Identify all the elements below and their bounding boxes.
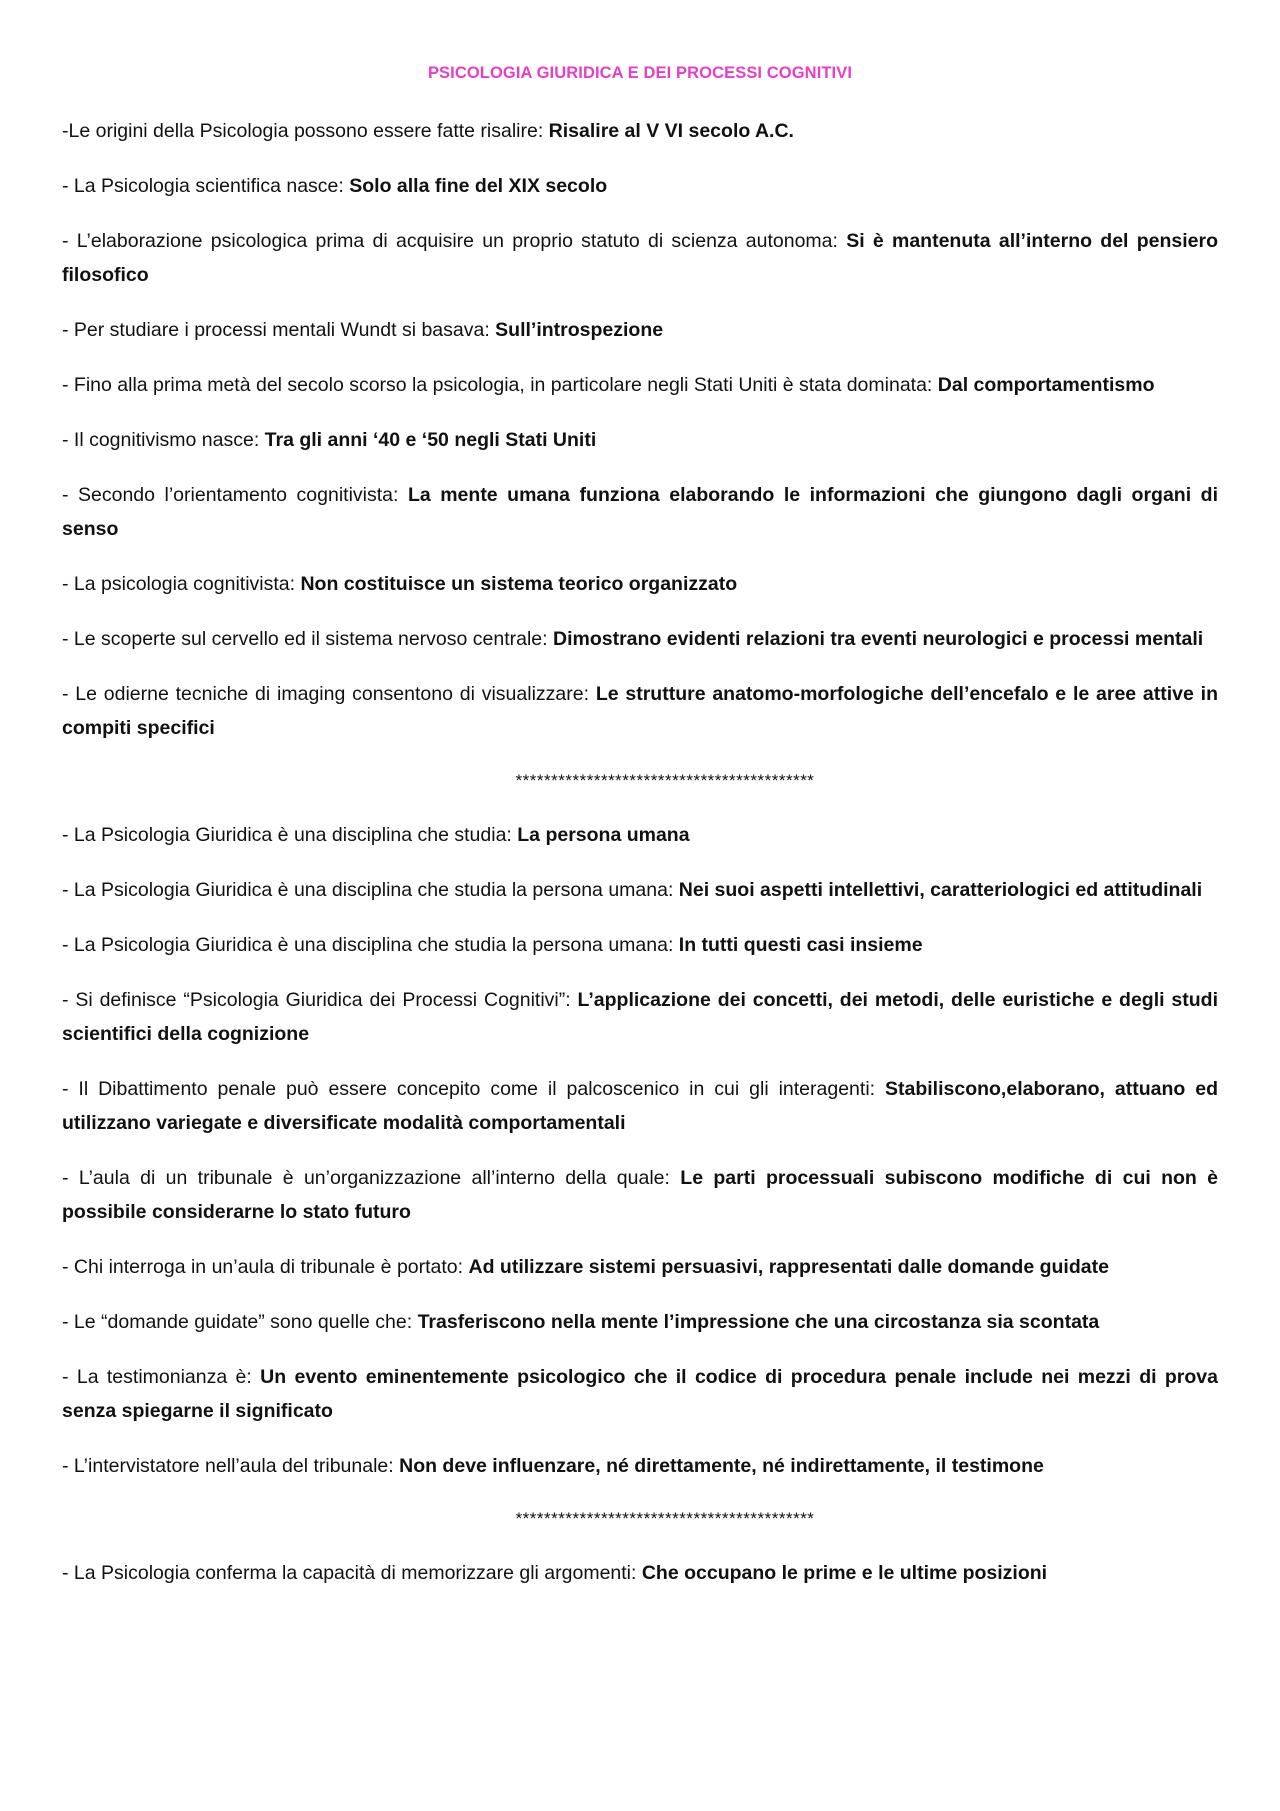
question-text: - Le scoperte sul cervello ed il sistema nervoso centrale: [62,628,553,650]
section-separator: ****************************************** [515,1509,815,1528]
qa-item [62,1072,1218,1140]
qa-item [62,1360,1218,1428]
answer-text: La mente umana funziona elaborando le informazioni che giungono dagli organi di senso [62,484,1218,540]
question-text: - La psicologia cognitivista: [62,573,301,595]
question-text: - Per studiare i processi mentali Wundt si basava: [62,319,496,341]
qa-item [62,224,1218,292]
qa-item [62,169,1218,203]
qa-item [62,1250,1218,1284]
answer-text: In tutti questi casi insieme [678,934,923,956]
question-text: - Il Dibattimento penale può essere concepito come il palcoscenico in cui gli interagenti: [62,1078,885,1100]
answer-text: Solo alla fine del XIX secolo [349,175,608,197]
qa-item [62,928,1218,962]
answer-text: Sull’introspezione [495,319,664,341]
question-text: - L’aula di un tribunale è un’organizzazione all’interno della quale: [62,1167,681,1189]
answer-text: Ad utilizzare sistemi persuasivi, rappresentati dalle domande guidate [468,1256,1109,1278]
question-text: - Le “domande guidate” sono quelle che: [62,1311,418,1333]
question-text: -Le origini della Psicologia possono essere fatte risalire: [62,120,549,142]
question-text: - L’elaborazione psicologica prima di acquisire un proprio statuto di scienza autonoma: [62,230,847,252]
question-text: - L’intervistatore nell’aula del tribunale: [62,1455,400,1477]
question-text: - La testimonianza è: [62,1366,261,1388]
qa-item [62,983,1218,1051]
section-separator: ****************************************** [515,771,815,790]
question-text: - La Psicologia conferma la capacità di memorizzare gli argomenti: [62,1562,642,1584]
qa-item [62,1305,1218,1339]
answer-text: Stabiliscono,elaborano, attuano ed utilizzano variegate e diversificate modalità comportamentali [62,1078,1218,1134]
answer-text: Un evento eminentemente psicologico che il codice di procedura penale include nei mezzi di prova senza spiegarne il significato [62,1366,1218,1422]
answer-text: Le strutture anatomo-morfologiche dell’encefalo e le aree attive in compiti specifici [62,683,1218,739]
answer-text: Che occupano le prime e le ultime posizioni [641,1562,1048,1584]
question-text: - Si definisce “Psicologia Giuridica dei Processi Cognitivi”: [62,989,578,1011]
question-text: - Fino alla prima metà del secolo scorso la psicologia, in particolare negli Stati Uniti è stata dominata: [62,374,938,396]
answer-text: Trasferiscono nella mente l’impressione che una circostanza sia scontata [417,1311,1100,1333]
qa-item [62,1161,1218,1229]
question-text: - La Psicologia Giuridica è una disciplina che studia la persona umana: [62,879,679,901]
qa-item [62,313,1218,347]
question-text: - Il cognitivismo nasce: [62,429,265,451]
answer-text: Tra gli anni ‘40 e ‘50 negli Stati Uniti [264,429,597,451]
question-text: - La Psicologia Giuridica è una disciplina che studia la persona umana: [62,934,679,956]
qa-item [62,478,1218,546]
qa-item [62,114,1218,148]
answer-text: Dimostrano evidenti relazioni tra eventi neurologici e processi mentali [552,628,1204,650]
answer-text: Le parti processuali subiscono modifiche di cui non è possibile considerarne lo stato futuro [62,1167,1219,1223]
qa-item [62,1449,1218,1483]
document-body [62,114,1218,1611]
answer-text: Non costituisce un sistema teorico organizzato [300,573,738,595]
question-text: - Le odierne tecniche di imaging consentono di visualizzare: [62,683,596,705]
document-title: PSICOLOGIA GIURIDICA E DEI PROCESSI COGNITIVI [427,64,853,82]
qa-item [62,873,1218,907]
question-text: - Secondo l’orientamento cognitivista: [62,484,408,506]
qa-item [62,622,1218,656]
qa-item [62,423,1218,457]
question-text: - La Psicologia scientifica nasce: [62,175,350,197]
answer-text: Risalire al V VI secolo A.C. [548,120,794,142]
qa-item [62,677,1218,745]
qa-item [62,1556,1218,1590]
answer-text: Si è mantenuta all’interno del pensiero filosofico [62,230,1218,286]
answer-text: La persona umana [517,824,690,846]
question-text: - Chi interroga in un’aula di tribunale è portato: [62,1256,469,1278]
answer-text: Nei suoi aspetti intellettivi, caratteriologici ed attitudinali [678,879,1203,901]
qa-item [62,818,1218,852]
question-text: - La Psicologia Giuridica è una disciplina che studia: [62,824,518,846]
answer-text: Dal comportamentismo [937,374,1155,396]
qa-item [62,368,1218,402]
answer-text: L’applicazione dei concetti, dei metodi, delle euristiche e degli studi scientifici della cognizione [62,989,1218,1045]
answer-text: Non deve influenzare, né direttamente, né indirettamente, il testimone [399,1455,1044,1477]
qa-item [62,567,1218,601]
